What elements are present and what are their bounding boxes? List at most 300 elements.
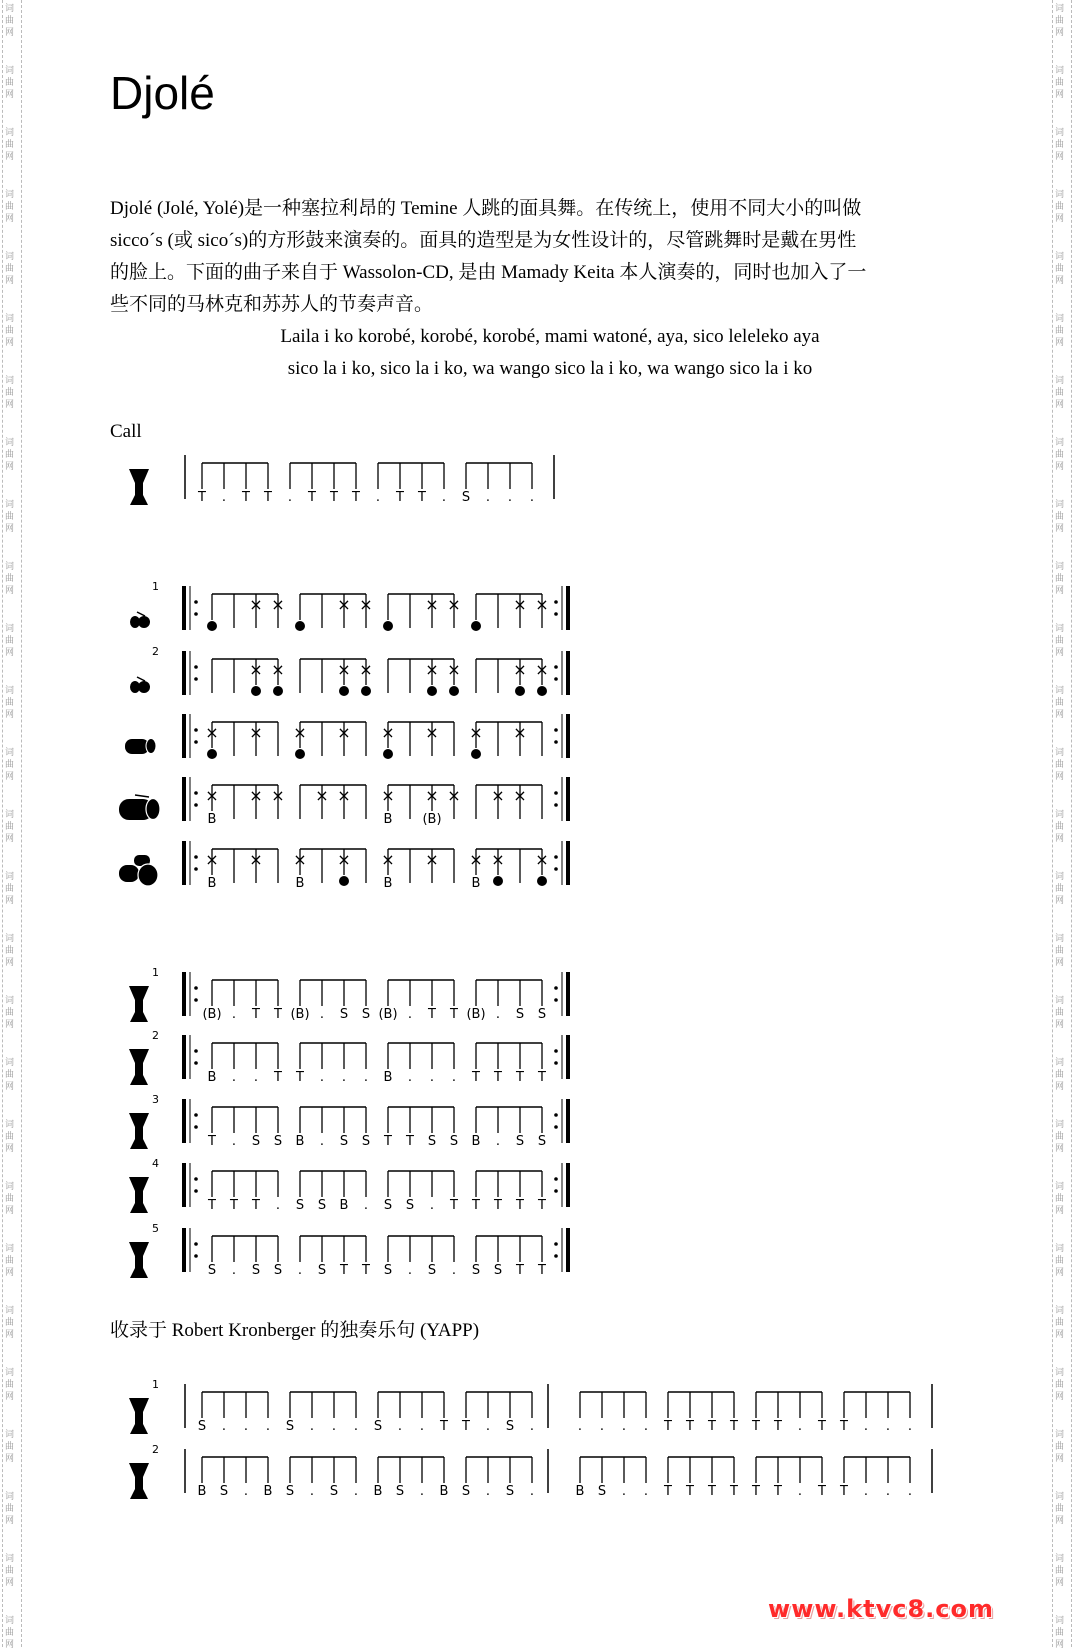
margin-watermark-glyph: 曲 [5, 698, 15, 708]
stroke-label: B [207, 812, 217, 827]
margin-watermark-glyph: 词 [5, 190, 15, 200]
margin-watermark-glyph: 曲 [5, 450, 15, 460]
margin-watermark-glyph: 曲 [5, 1380, 15, 1390]
djembe-icon [129, 1463, 149, 1499]
margin-watermark-glyph: 曲 [1055, 698, 1065, 708]
stroke-label: S [395, 1484, 405, 1499]
margin-watermark-glyph: 网 [5, 1578, 15, 1588]
open-tone-dot [295, 749, 305, 759]
cymbal-hit-mark: × [447, 660, 461, 679]
stroke-label: . [885, 1484, 891, 1499]
margin-watermark-glyph: 词 [5, 1244, 15, 1254]
margin-watermark-glyph: 曲 [5, 202, 15, 212]
repeat-dot [194, 1242, 198, 1246]
stroke-label: T [362, 1263, 370, 1278]
margin-watermark-glyph: 曲 [5, 1256, 15, 1266]
margin-watermark-glyph: 网 [5, 896, 15, 906]
margin-watermark-glyph: 曲 [1055, 1070, 1065, 1080]
cymbal-hit-mark: × [535, 850, 549, 869]
margin-watermark-glyph: 网 [5, 1640, 15, 1650]
margin-watermark-glyph: 词 [1055, 128, 1065, 138]
intro-line: 些不同的马林克和苏苏人的节奏声音。 [110, 294, 434, 315]
margin-watermark-glyph: 网 [5, 772, 15, 782]
stroke-label: . [407, 1007, 413, 1022]
stroke-label: S [361, 1134, 371, 1149]
stroke-label: . [353, 1484, 359, 1499]
kenkeni-icon [130, 681, 140, 693]
stroke-label: . [221, 490, 227, 505]
margin-watermark-glyph: 曲 [5, 1070, 15, 1080]
repeat-dot [554, 612, 558, 616]
margin-watermark-glyph: 曲 [1055, 1318, 1065, 1328]
stroke-label: S [285, 1484, 295, 1499]
cymbal-hit-mark: × [491, 850, 505, 869]
stroke-label: S [273, 1263, 283, 1278]
cymbal-hit-mark: × [337, 850, 351, 869]
margin-watermark-glyph: 曲 [5, 16, 15, 26]
margin-watermark-glyph: 词 [5, 686, 15, 696]
repeat-dot [554, 1113, 558, 1117]
stroke-label: B [575, 1484, 585, 1499]
cymbal-hit-mark: × [513, 786, 527, 805]
stroke-label: B [471, 1134, 481, 1149]
stroke-label: . [495, 1134, 501, 1149]
cymbal-hit-mark: × [337, 660, 351, 679]
cymbal-hit-mark: × [337, 786, 351, 805]
open-tone-dot [471, 749, 481, 759]
margin-watermark-glyph: 网 [1055, 958, 1065, 968]
stroke-label: T [664, 1419, 672, 1434]
cymbal-hit-mark: × [381, 786, 395, 805]
stroke-label: . [331, 1419, 337, 1434]
cymbal-hit-mark: × [359, 595, 373, 614]
stroke-label: S [597, 1484, 607, 1499]
cymbal-hit-mark: × [293, 850, 307, 869]
stroke-label: T [406, 1134, 414, 1149]
margin-watermark-glyph: 网 [1055, 214, 1065, 224]
stroke-label: S [405, 1198, 415, 1213]
stroke-label: . [287, 490, 293, 505]
stroke-label: T [752, 1484, 760, 1499]
variation-number: 1 [152, 580, 159, 593]
solo-credit: 收录于 Robert Kronberger 的独奏乐句 (YAPP) [110, 1320, 480, 1341]
stroke-label: T [818, 1484, 826, 1499]
stroke-label: B [383, 1070, 393, 1085]
stroke-label: . [243, 1484, 249, 1499]
stroke-label: B [383, 876, 393, 891]
margin-watermark-glyph: 词 [5, 128, 15, 138]
margin-watermark-glyph: 曲 [5, 512, 15, 522]
repeat-dot [554, 803, 558, 807]
djembe-icon [129, 1113, 149, 1149]
margin-watermark-glyph: 曲 [1055, 202, 1065, 212]
stroke-label: . [407, 1263, 413, 1278]
stroke-label: . [577, 1419, 583, 1434]
stroke-label: T [208, 1198, 216, 1213]
stroke-label: T [252, 1198, 260, 1213]
dundunba-icon [146, 799, 160, 820]
repeat-dot [194, 728, 198, 732]
open-tone-dot [493, 876, 503, 886]
kenkeni-icon [130, 616, 140, 628]
open-tone-dot [427, 686, 437, 696]
stroke-label: T [538, 1198, 546, 1213]
open-tone-dot [273, 686, 283, 696]
stroke-label: T [818, 1419, 826, 1434]
margin-watermark-glyph: 曲 [1055, 1628, 1065, 1638]
stroke-label: T [330, 490, 338, 505]
page-title: Djolé [110, 67, 215, 119]
open-tone-dot [471, 621, 481, 631]
margin-watermark-glyph: 词 [5, 1058, 15, 1068]
margin-watermark-glyph: 曲 [1055, 884, 1065, 894]
open-tone-dot [339, 876, 349, 886]
margin-watermark-glyph: 网 [5, 1082, 15, 1092]
stroke-label: . [863, 1484, 869, 1499]
stroke-label: . [419, 1484, 425, 1499]
variation-number: 5 [152, 1222, 159, 1235]
margin-watermark-glyph: 词 [1055, 872, 1065, 882]
margin-watermark-glyph: 词 [1055, 4, 1065, 14]
repeat-dot [554, 791, 558, 795]
open-tone-dot [537, 686, 547, 696]
site-watermark: www.ktvc8.com [768, 1595, 994, 1623]
margin-watermark-glyph: 曲 [5, 884, 15, 894]
margin-watermark-glyph: 曲 [5, 388, 15, 398]
stroke-label: T [450, 1007, 458, 1022]
margin-watermark-glyph: 网 [1055, 276, 1065, 286]
stroke-label: S [317, 1198, 327, 1213]
margin-watermark-glyph: 曲 [1055, 1256, 1065, 1266]
margin-watermark-glyph: 网 [5, 958, 15, 968]
repeat-dot [554, 986, 558, 990]
repeat-dot [554, 1125, 558, 1129]
cymbal-hit-mark: × [535, 595, 549, 614]
margin-watermark-glyph: 网 [5, 152, 15, 162]
margin-watermark-glyph: 曲 [1055, 760, 1065, 770]
margin-watermark-glyph: 词 [1055, 1616, 1065, 1626]
repeat-dot [554, 665, 558, 669]
variation-number: 3 [152, 1093, 159, 1106]
stroke-label: T [428, 1007, 436, 1022]
margin-watermark-glyph: 曲 [1055, 636, 1065, 646]
stroke-label: . [599, 1419, 605, 1434]
margin-watermark-glyph: 词 [1055, 1306, 1065, 1316]
stroke-label: . [485, 490, 491, 505]
stroke-label: (B) [422, 812, 442, 827]
stroke-label: T [450, 1198, 458, 1213]
margin-watermark-glyph: 曲 [1055, 1132, 1065, 1142]
stroke-label: . [907, 1419, 913, 1434]
lyric-line: sico la i ko, sico la i ko, wa wango sico la i ko, wa wango sico la i ko [287, 358, 813, 379]
stroke-label: . [341, 1070, 347, 1085]
margin-watermark-glyph: 曲 [5, 1442, 15, 1452]
stroke-label: S [361, 1007, 371, 1022]
repeat-dot [194, 803, 198, 807]
margin-watermark-glyph: 词 [1055, 1182, 1065, 1192]
margin-watermark-glyph: 网 [1055, 896, 1065, 906]
stroke-label: T [384, 1134, 392, 1149]
margin-watermark-glyph: 词 [1055, 934, 1065, 944]
stroke-label: T [686, 1484, 694, 1499]
repeat-dot [554, 1049, 558, 1053]
djembe-icon [129, 469, 149, 505]
dunun-set-icon [119, 865, 139, 882]
margin-watermark-glyph: 网 [5, 648, 15, 658]
stroke-label: S [251, 1263, 261, 1278]
margin-watermark-glyph: 曲 [5, 264, 15, 274]
stroke-label: S [219, 1484, 229, 1499]
stroke-label: S [251, 1134, 261, 1149]
margin-watermark-glyph: 曲 [5, 636, 15, 646]
cymbal-hit-mark: × [425, 660, 439, 679]
repeat-dot [554, 998, 558, 1002]
open-tone-dot [515, 686, 525, 696]
margin-watermark-glyph: 词 [5, 1492, 15, 1502]
stroke-label: T [686, 1419, 694, 1434]
margin-watermark-glyph: 曲 [5, 1566, 15, 1576]
repeat-dot [194, 867, 198, 871]
stroke-label: T [242, 490, 250, 505]
stroke-label: . [485, 1419, 491, 1434]
margin-watermark-glyph: 网 [1055, 338, 1065, 348]
stroke-label: . [797, 1484, 803, 1499]
margin-watermark-glyph: 网 [5, 400, 15, 410]
variation-number: 4 [152, 1157, 159, 1170]
stroke-label: T [494, 1198, 502, 1213]
stroke-label: . [397, 1419, 403, 1434]
stroke-label: . [485, 1484, 491, 1499]
variation-number: 2 [152, 1443, 159, 1456]
stroke-label: S [515, 1007, 525, 1022]
margin-watermark-glyph: 网 [5, 28, 15, 38]
stroke-label: . [529, 1484, 535, 1499]
repeat-dot [554, 855, 558, 859]
stroke-label: T [440, 1419, 448, 1434]
open-tone-dot [361, 686, 371, 696]
stroke-label: T [840, 1419, 848, 1434]
kenkeni-icon [137, 677, 145, 681]
stroke-label: S [427, 1263, 437, 1278]
stroke-label: S [505, 1419, 515, 1434]
stroke-label: T [774, 1419, 782, 1434]
margin-watermark-glyph: 曲 [5, 1504, 15, 1514]
repeat-dot [194, 1061, 198, 1065]
stroke-label: . [495, 1007, 501, 1022]
sangban-icon [146, 739, 156, 754]
margin-watermark-glyph: 词 [1055, 1430, 1065, 1440]
repeat-dot [194, 612, 198, 616]
stroke-label: S [295, 1198, 305, 1213]
stroke-label: . [253, 1070, 259, 1085]
margin-watermark-glyph: 词 [5, 1182, 15, 1192]
margin-watermark-glyph: 网 [1055, 1454, 1065, 1464]
margin-watermark-glyph: 曲 [1055, 574, 1065, 584]
stroke-label: S [197, 1419, 207, 1434]
margin-watermark-glyph: 词 [1055, 500, 1065, 510]
stroke-label: . [529, 490, 535, 505]
cymbal-hit-mark: × [535, 660, 549, 679]
cymbal-hit-mark: × [271, 786, 285, 805]
margin-watermark-glyph: 词 [1055, 810, 1065, 820]
margin-watermark-glyph: 词 [1055, 686, 1065, 696]
stroke-label: T [840, 1484, 848, 1499]
call-label: Call [110, 421, 142, 442]
margin-watermark-glyph: 网 [1055, 1268, 1065, 1278]
repeat-dot [554, 1242, 558, 1246]
stroke-label: . [863, 1419, 869, 1434]
margin-watermark-glyph: 词 [1055, 748, 1065, 758]
open-tone-dot [339, 686, 349, 696]
dundunba-icon [135, 795, 149, 797]
margin-watermark-glyph: 词 [5, 1120, 15, 1130]
stroke-label: S [339, 1007, 349, 1022]
repeat-dot [194, 1049, 198, 1053]
djembe-icon [129, 986, 149, 1022]
margin-watermark-glyph: 曲 [5, 1628, 15, 1638]
stroke-label: . [363, 1070, 369, 1085]
stroke-label: S [449, 1134, 459, 1149]
stroke-label: (B) [378, 1007, 398, 1022]
margin-watermark-glyph: 网 [1055, 28, 1065, 38]
stroke-label: T [252, 1007, 260, 1022]
stroke-label: S [383, 1263, 393, 1278]
cymbal-hit-mark: × [249, 660, 263, 679]
stroke-label: B [207, 1070, 217, 1085]
stroke-label: T [472, 1198, 480, 1213]
margin-watermark-glyph: 曲 [1055, 1566, 1065, 1576]
margin-watermark-glyph: 词 [5, 1554, 15, 1564]
stroke-label: T [418, 490, 426, 505]
margin-watermark-glyph: 词 [5, 66, 15, 76]
stroke-label: . [319, 1070, 325, 1085]
repeat-dot [554, 1189, 558, 1193]
margin-watermark-glyph: 词 [1055, 314, 1065, 324]
margin-watermark-glyph: 曲 [1055, 512, 1065, 522]
stroke-label: B [439, 1484, 449, 1499]
margin-watermark-glyph: 词 [5, 500, 15, 510]
margin-watermark-glyph: 曲 [1055, 822, 1065, 832]
cymbal-hit-mark: × [425, 786, 439, 805]
stroke-label: . [319, 1134, 325, 1149]
repeat-dot [194, 677, 198, 681]
margin-watermark-glyph: 词 [1055, 190, 1065, 200]
cymbal-hit-mark: × [425, 595, 439, 614]
cymbal-hit-mark: × [205, 723, 219, 742]
stroke-label: S [471, 1263, 481, 1278]
stroke-label: . [231, 1007, 237, 1022]
repeat-dot [194, 1177, 198, 1181]
margin-watermark-glyph: 词 [1055, 1554, 1065, 1564]
variation-number: 2 [152, 645, 159, 658]
cymbal-hit-mark: × [491, 786, 505, 805]
margin-watermark-glyph: 词 [1055, 562, 1065, 572]
margin-watermark-glyph: 词 [1055, 1368, 1065, 1378]
stroke-label: S [515, 1134, 525, 1149]
margin-watermark-glyph: 词 [5, 748, 15, 758]
stroke-label: . [643, 1484, 649, 1499]
cymbal-hit-mark: × [271, 660, 285, 679]
cymbal-hit-mark: × [205, 850, 219, 869]
repeat-dot [554, 677, 558, 681]
open-tone-dot [207, 621, 217, 631]
margin-watermark-glyph: 网 [5, 214, 15, 224]
margin-watermark-glyph: 词 [1055, 438, 1065, 448]
stroke-label: . [621, 1419, 627, 1434]
stroke-label: T [352, 490, 360, 505]
variation-number: 1 [152, 966, 159, 979]
stroke-label: . [407, 1070, 413, 1085]
margin-watermark-glyph: 词 [5, 996, 15, 1006]
stroke-label: B [471, 876, 481, 891]
repeat-dot [194, 1189, 198, 1193]
djembe-icon [129, 1242, 149, 1278]
stroke-label: T [664, 1484, 672, 1499]
margin-watermark-glyph: 曲 [5, 1318, 15, 1328]
margin-watermark-glyph: 网 [5, 1454, 15, 1464]
margin-watermark-glyph: 词 [1055, 252, 1065, 262]
margin-watermark-glyph: 曲 [1055, 1380, 1065, 1390]
margin-watermark-glyph: 网 [1055, 400, 1065, 410]
margin-watermark-glyph: 网 [5, 276, 15, 286]
stroke-label: T [462, 1419, 470, 1434]
repeat-dot [194, 1113, 198, 1117]
margin-watermark-glyph: 网 [1055, 710, 1065, 720]
cymbal-hit-mark: × [359, 660, 373, 679]
stroke-label: (B) [290, 1007, 310, 1022]
margin-watermark-glyph: 曲 [1055, 1504, 1065, 1514]
margin-watermark-glyph: 网 [5, 462, 15, 472]
stroke-label: S [427, 1134, 437, 1149]
stroke-label: T [708, 1419, 716, 1434]
margin-watermark-glyph: 网 [5, 1392, 15, 1402]
margin-watermark-glyph: 词 [5, 4, 15, 14]
cymbal-hit-mark: × [315, 786, 329, 805]
stroke-label: . [231, 1134, 237, 1149]
margin-watermark-glyph: 词 [1055, 1120, 1065, 1130]
stroke-label: T [538, 1070, 546, 1085]
cymbal-hit-mark: × [249, 786, 263, 805]
margin-watermark-glyph: 网 [5, 586, 15, 596]
margin-watermark-glyph: 词 [5, 314, 15, 324]
stroke-label: . [309, 1419, 315, 1434]
stroke-label: . [297, 1263, 303, 1278]
stroke-label: B [295, 876, 305, 891]
repeat-dot [554, 728, 558, 732]
margin-watermark-glyph: 词 [1055, 1492, 1065, 1502]
open-tone-dot [449, 686, 459, 696]
margin-watermark-glyph: 网 [1055, 834, 1065, 844]
djembe-icon [129, 1398, 149, 1434]
margin-watermark-glyph: 曲 [1055, 450, 1065, 460]
margin-watermark-glyph: 曲 [1055, 388, 1065, 398]
stroke-label: B [383, 812, 393, 827]
stroke-label: . [451, 1263, 457, 1278]
margin-watermark-glyph: 词 [1055, 996, 1065, 1006]
stroke-label: . [363, 1198, 369, 1213]
margin-watermark-glyph: 网 [1055, 1206, 1065, 1216]
variation-number: 1 [152, 1378, 159, 1391]
stroke-label: . [429, 1198, 435, 1213]
repeat-dot [194, 600, 198, 604]
stroke-label: S [383, 1198, 393, 1213]
open-tone-dot [295, 621, 305, 631]
cymbal-hit-mark: × [271, 595, 285, 614]
margin-watermark-glyph: 网 [1055, 1082, 1065, 1092]
stroke-label: T [752, 1419, 760, 1434]
stroke-label: T [494, 1070, 502, 1085]
margin-watermark-glyph: 网 [1055, 524, 1065, 534]
